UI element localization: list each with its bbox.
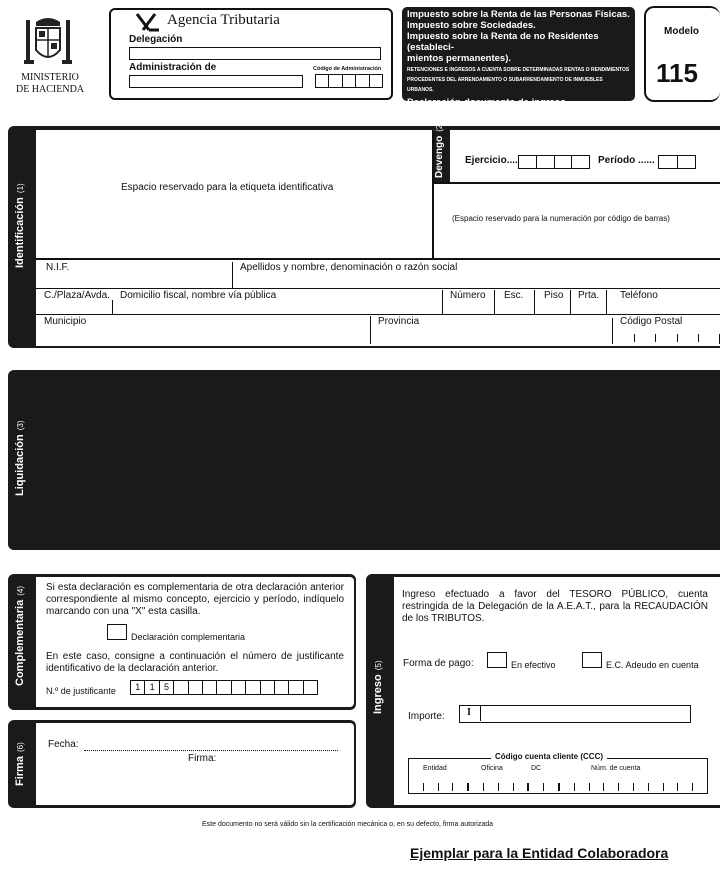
retenciones-line: RETENCIONES E INGRESOS A CUENTA SOBRE DETERMINADAS RENTAS O RENDIMIENTOS: [407, 67, 630, 73]
firma-label: Firma:: [188, 753, 217, 764]
calle-label: C./Plaza/Avda.: [44, 290, 110, 301]
codigo-postal-label: Código Postal: [620, 316, 683, 327]
complementaria-text2: En este caso, consigne a continuación el número de justificante identificativo de la declaración anterior.: [46, 651, 344, 674]
firma-section: [8, 720, 356, 808]
adeudo-label: E.C. Adeudo en cuenta: [606, 660, 699, 670]
tax-line: mientos permanentes).: [407, 53, 511, 64]
ccc-cuenta-label: Núm. de cuenta: [591, 765, 641, 772]
apellidos-field[interactable]: [233, 260, 720, 288]
firma-tab-label: Firma(6): [14, 742, 26, 786]
importe-label: Importe:: [408, 711, 445, 722]
ccc-cells[interactable]: [409, 783, 707, 793]
tax-description-box: [402, 7, 635, 108]
modelo-number: 115: [656, 58, 698, 88]
ejemplar-title: Ejemplar para la Entidad Colaboradora: [410, 845, 669, 861]
footer-notice: Este documento no será válido sin la certificación mecánica o, en su defecto, firma autorizada: [202, 821, 494, 828]
ccc-title: Código cuenta cliente (CCC): [491, 752, 607, 761]
nif-field[interactable]: [36, 260, 232, 288]
codigo-postal-cells[interactable]: [614, 334, 720, 344]
prta-label: Prta.: [578, 290, 600, 301]
periodo-cells[interactable]: [658, 155, 696, 169]
ccc-entidad-label: Entidad: [423, 765, 447, 772]
esc-label: Esc.: [504, 290, 524, 301]
barcode-text: (Espacio reservado para la numeración por código de barras): [452, 214, 670, 223]
importe-prefix: I: [467, 707, 471, 718]
declaracion-doc-label: Declaración-documento de ingreso: [407, 97, 566, 108]
efectivo-checkbox[interactable]: [487, 652, 507, 668]
liquidacion-tab-label: Liquidación(3): [14, 420, 26, 496]
domicilio-field[interactable]: [112, 290, 442, 314]
etiqueta-text: Espacio reservado para la etiqueta identificativa: [121, 182, 334, 193]
administracion-field[interactable]: [129, 75, 303, 88]
modelo-label: Modelo: [664, 26, 699, 37]
adeudo-checkbox[interactable]: [582, 652, 602, 668]
fecha-line[interactable]: [84, 749, 338, 751]
tax-line: Impuesto sobre Sociedades.: [407, 20, 536, 31]
delegacion-field[interactable]: [129, 47, 381, 60]
ingreso-tab-label: Ingreso(5): [372, 660, 384, 714]
justificante-cells[interactable]: [130, 680, 318, 695]
agency-logo-icon: [135, 12, 161, 32]
devengo-tab: [432, 121, 450, 182]
retenciones-line: PROCEDENTES DEL ARRENDAMIENTO O SUBARRENDAMIENTO DE INMUEBLES URBANOS.: [407, 77, 603, 93]
agency-name: Agencia Tributaria: [167, 12, 280, 28]
ingreso-text: Ingreso efectuado a favor del TESORO PÚBLICO, cuenta restringida de la Delegación de la A.E.A.T., para la RECAUDACIÓN de los TRIBUTOS.: [402, 589, 708, 624]
importe-field[interactable]: [459, 705, 691, 723]
codigo-admin-label: Código de Administración: [313, 66, 382, 72]
complementaria-checkbox[interactable]: [107, 624, 127, 640]
ejercicio-label: Ejercicio....: [465, 155, 518, 166]
justificante-digit: 1: [131, 681, 145, 694]
periodo-label: Período ......: [598, 155, 655, 166]
coat-of-arms-icon: [22, 12, 74, 70]
identificacion-tab-label: Identificación(1): [14, 183, 26, 268]
fecha-label: Fecha:: [48, 739, 79, 750]
provincia-label: Provincia: [378, 316, 420, 327]
agency-box: [109, 8, 393, 100]
etiqueta-area: [36, 130, 432, 258]
efectivo-label: En efectivo: [511, 660, 556, 670]
apellidos-label: Apellidos y nombre, denominación o razón social: [240, 262, 458, 273]
modelo-box: [644, 6, 720, 102]
complementaria-tab-label: Complementaria(4): [14, 586, 26, 686]
ministry-name: MINISTERIO DE HACIENDA: [15, 72, 85, 95]
piso-label: Piso: [544, 290, 564, 301]
delegacion-label: Delegación: [129, 34, 183, 45]
complementaria-text1: Si esta declaración es complementaria de otra declaración anterior correspondiente al mismo concepto, ejercicio y período, indíquelo marcando con una "X" esta casilla.: [46, 582, 344, 617]
domicilio-label: Domicilio fiscal, nombre vía pública: [120, 290, 277, 301]
justificante-label: N.º de justificante: [46, 686, 116, 696]
municipio-field[interactable]: [36, 314, 370, 344]
ccc-box: [408, 752, 708, 794]
ccc-dc-label: DC: [531, 765, 542, 772]
devengo-tab-label: Devengo(2): [434, 121, 445, 178]
liquidacion-section: [8, 370, 720, 550]
complementaria-checkbox-label: Declaración complementaria: [131, 632, 246, 642]
telefono-label: Teléfono: [620, 290, 658, 301]
justificante-digit: 5: [160, 681, 174, 694]
codigo-admin-cells[interactable]: [315, 74, 383, 88]
numero-label: Número: [450, 290, 486, 301]
justificante-digit: 1: [145, 681, 159, 694]
nif-label: N.I.F.: [46, 262, 70, 273]
tax-line: Impuesto sobre la Renta de las Personas Físicas.: [407, 9, 630, 20]
administracion-label: Administración de: [129, 62, 217, 73]
ccc-oficina-label: Oficina: [481, 765, 503, 772]
tax-line: Impuesto sobre la Renta de no Residentes (estableci-: [407, 31, 599, 53]
ejercicio-cells[interactable]: [518, 155, 590, 169]
municipio-label: Municipio: [44, 316, 87, 327]
forma-pago-label: Forma de pago:: [403, 658, 474, 669]
